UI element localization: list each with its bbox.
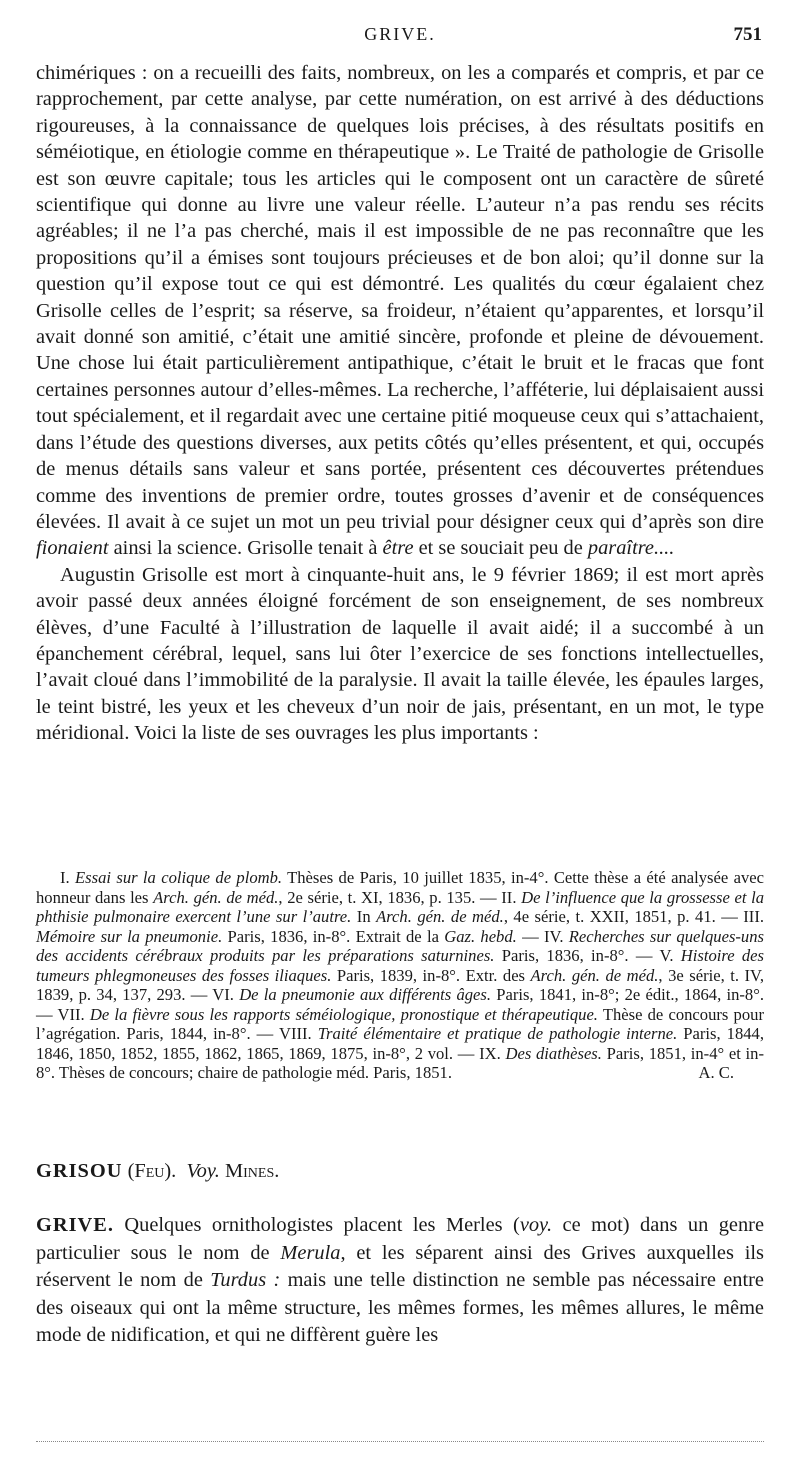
ref-journal: Arch. gén. de méd.	[153, 887, 279, 907]
paragraph-1	[36, 60, 764, 562]
grive-text: , et les séparent ainsi des Grives auxquelles ils réservent le nom de	[36, 1241, 764, 1291]
ref-journal: Gaz. hebd.	[444, 926, 517, 946]
ref-text: Thèse de concours pour l’agrégation. Paris, 1844, in-8°. — VIII.	[36, 1004, 764, 1043]
p1-italic-1: fionaient	[36, 537, 109, 560]
author-signature: A. C.	[698, 1063, 734, 1082]
p1-text-2: ainsi la science. Grisolle tenait à	[108, 537, 383, 560]
headword-grive: GRIVE.	[36, 1214, 114, 1236]
ref-text: , 2e série, t. XI, 1836, p. 135. — II.	[278, 887, 522, 907]
grisou-qualifier: (Feu).	[127, 1160, 177, 1182]
ref-text: Paris, 1844, 1846, 1850, 1852, 1855, 1862, 1865, 1869, 1875, in-8°, 2 vol. — IX.	[36, 1024, 765, 1063]
ref-journal: Arch. gén. de méd.	[530, 965, 659, 985]
ref-text: , 3e série, t. IV, 1839, p. 34, 137, 293. — VI.	[36, 965, 765, 1004]
ref-text: Paris, 1851, in-4° et in-8°. Thèses de concours; chaire de pathologie méd. Paris, 1851.	[36, 1043, 764, 1082]
ref-title-8: Traité élémentaire et pratique de pathologie interne.	[317, 1024, 678, 1043]
p1-text-1: chimériques : on a recueilli des faits, nombreux, on les a comparés et compris, et par ce rapprochement, par cette analyse, par cette numération, on est arrivé à des déductions rigoureuses, à la connaissance de quelques lois précises, à des résultats positifs en séméiotique, en étiologie comme en thérapeutique ». Le Traité de pathologie de Grisolle est son œuvre capitale; tous les articles qui le composent ont un caractère de sûreté scientifique qui donne au livre une valeur réelle. L’auteur n’a pas rendu ses récits agréables; il ne l’a pas cherché, mais il est impossible de ne pas reconnaître que les propositions qu’il a émises sont toujours précieuses et de bon aloi; qu’il donne sur la question qu’il expose tout ce qui est démontré. Les qualités du cœur égalaient chez Grisolle celles de l’esprit; sa réserve, sa froideur, n’étaient qu’apparentes, et lorsqu’il avait donné son amitié, c’était une amitié sincère, profonde et pleine de dévouement. Une chose lui était particulièrement antipathique, c’était le bruit et le fracas que font certaines personnes autour d’elles-mêmes. La recherche, l’afféterie, lui déplaisaient aussi tout spécialement, et il regardait avec une certaine pitié moqueuse ceux qui s’attachaient, dans l’étude des questions diverses, aux petits côtés qu’elles présentent, et qui, occupés de menus détails sans valeur et sans portée, présentent ces découvertes prétendues comme des inventions de premier ordre, toutes grosses d’avenir et de conséquences élevées. Il avait à ce sujet un mot un peu trivial pour désigner ceux qui d’après son dire	[36, 62, 764, 533]
ref-text: — IV.	[516, 926, 569, 946]
ref-title-7: De la fièvre sous les rapports séméiologique, pronostique et thérapeutique.	[89, 1004, 598, 1024]
grive-italic: voy.	[519, 1214, 553, 1236]
ref-num-1: I.	[60, 868, 76, 887]
see-reference: Voy.	[186, 1160, 220, 1182]
p1-italic-2: être	[382, 537, 414, 560]
cross-reference-target: Mines.	[224, 1160, 280, 1182]
ref-text: In	[351, 907, 377, 926]
ref-title-9: Des diathèses.	[505, 1043, 602, 1063]
ref-text: , 4e série, t. XXII, 1851, p. 41. — III.	[503, 907, 765, 926]
page-number: 751	[733, 24, 762, 45]
ref-title-6: De la pneumonie aux différents âges.	[239, 985, 492, 1004]
bibliography	[36, 868, 764, 1083]
entry-grisou	[36, 1158, 764, 1184]
article-body	[36, 60, 764, 747]
ref-title-2: De l’influence que la grossesse et la phthisie pulmonaire exercent l’une sur l’autre.	[36, 887, 765, 926]
p1-text-3: et se souciait peu de	[413, 537, 588, 560]
ref-text: Paris, 1836, in-8°. Extrait de la	[222, 926, 445, 946]
headword-grisou: GRISOU	[36, 1160, 123, 1182]
grive-italic: Turdus :	[210, 1269, 281, 1291]
grive-italic: Merula	[280, 1241, 341, 1264]
ref-title-5: Histoire des tumeurs phlegmoneuses des fosses iliaques.	[36, 946, 764, 985]
bibliography-paragraph	[36, 868, 764, 1083]
ref-text: Paris, 1841, in-8°; 2e édit., 1864, in-8°. — VII.	[36, 985, 764, 1024]
entry-grive	[36, 1212, 764, 1350]
running-header	[36, 24, 764, 50]
grive-paragraph	[36, 1212, 764, 1350]
paragraph-2: Augustin Grisolle est mort à cinquante-huit ans, le 9 février 1869; il est mort après avoir passé deux années éloigné forcément de son enseignement, de ses nombreux élèves, d’une Faculté à l’illustration de laquelle il avait aidé; il a succombé à un épanchement cérébral, lequel, sans lui ôter l’exercice de ses fonctions intellectuelles, l’avait cloué dans l’immobilité de la paralysie. Il avait la taille élevée, les épaules larges, le teint bistré, les yeux et les cheveux d’un noir de jais, présentant, en un mot, le type méridional. Voici la liste de ses ouvrages les plus importants :	[36, 563, 764, 745]
ref-text: Paris, 1839, in-8°. Extr. des	[331, 965, 531, 985]
grive-text: ce mot) dans un genre particulier sous le nom de	[36, 1214, 764, 1264]
ref-title-4: Recherches sur quelques-uns des accidents cérébraux produits par les préparations saturnines.	[36, 926, 764, 965]
ref-text: Thèses de Paris, 10 juillet 1835, in-4°. Cette thèse a été analysée avec honneur dans les	[36, 868, 764, 907]
ref-title-3: Mémoire sur la pneumonie.	[36, 926, 223, 946]
ref-journal: Arch. gén. de méd.	[376, 907, 504, 926]
p1-italic-3: paraître....	[587, 537, 675, 560]
footer-rule	[36, 1441, 764, 1442]
grive-text: mais une telle distinction ne semble pas nécessaire entre des oiseaux qui ont la même structure, les mêmes formes, les mêmes allures, le même mode de nidification, et qui ne diffèrent guère les	[36, 1269, 764, 1346]
running-title: GRIVE.	[364, 24, 436, 44]
ref-title-1: Essai sur la colique de plomb.	[75, 868, 283, 887]
ref-text: Paris, 1836, in-8°. — V.	[494, 946, 681, 965]
grive-text: Quelques ornithologistes placent les Merles (	[113, 1214, 520, 1236]
